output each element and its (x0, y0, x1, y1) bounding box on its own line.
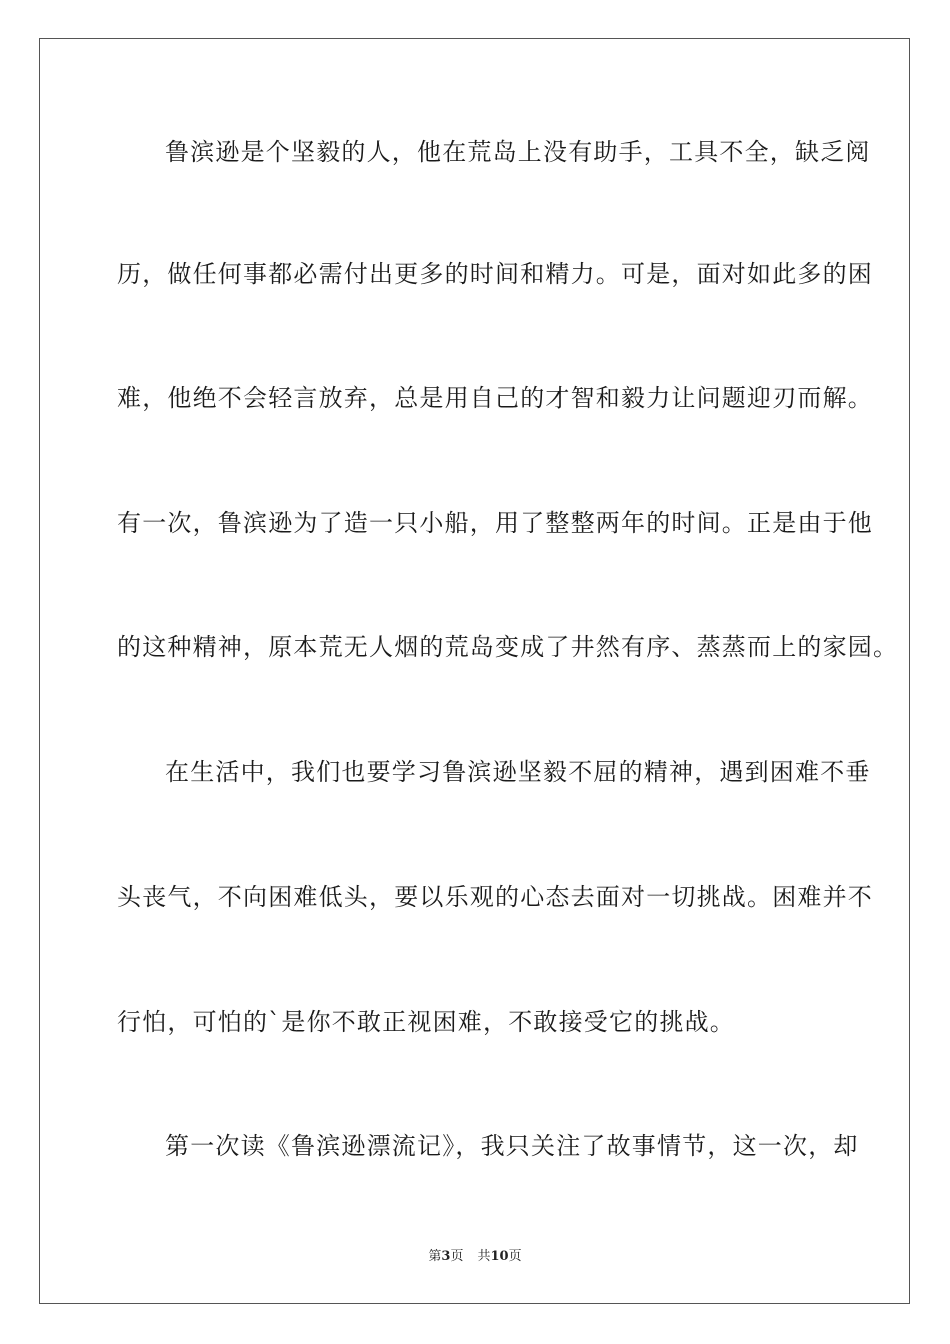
paragraph-2-line-2: 头丧气，不向困难低头，要以乐观的心态去面对一切挑战。困难并不 (117, 883, 873, 911)
paragraph-1-line-3: 难，他绝不会轻言放弃，总是用自己的才智和毅力让问题迎刃而解。 (117, 384, 873, 412)
paragraph-2-line-1: 在生活中，我们也要学习鲁滨逊坚毅不屈的精神，遇到困难不垂 (165, 758, 871, 786)
total-suffix: 页 (508, 1249, 522, 1264)
page-suffix: 页 (450, 1249, 464, 1264)
page-footer (0, 1248, 950, 1266)
total-pages: 10 (490, 1249, 509, 1264)
paragraph-3-line-1: 第一次读《鲁滨逊漂流记》，我只关注了故事情节，这一次，却 (165, 1132, 859, 1160)
paragraph-2-line-3: 行怕，可怕的`是你不敢正视困难，不敢接受它的挑战。 (117, 1008, 735, 1036)
paragraph-1-line-5: 的这种精神，原本荒无人烟的荒岛变成了井然有序、蒸蒸而上的家园。 (117, 633, 899, 661)
paragraph-1-line-2: 历，做任何事都必需付出更多的时间和精力。可是，面对如此多的困 (117, 260, 873, 288)
page-prefix: 第 (428, 1249, 442, 1264)
page-number: 3 (441, 1249, 451, 1264)
total-prefix: 共 (477, 1249, 491, 1264)
page-border (39, 38, 910, 1304)
paragraph-1-line-1: 鲁滨逊是个坚毅的人，他在荒岛上没有助手，工具不全，缺乏阅 (165, 138, 871, 166)
paragraph-1-line-4: 有一次，鲁滨逊为了造一只小船，用了整整两年的时间。正是由于他 (117, 509, 873, 537)
